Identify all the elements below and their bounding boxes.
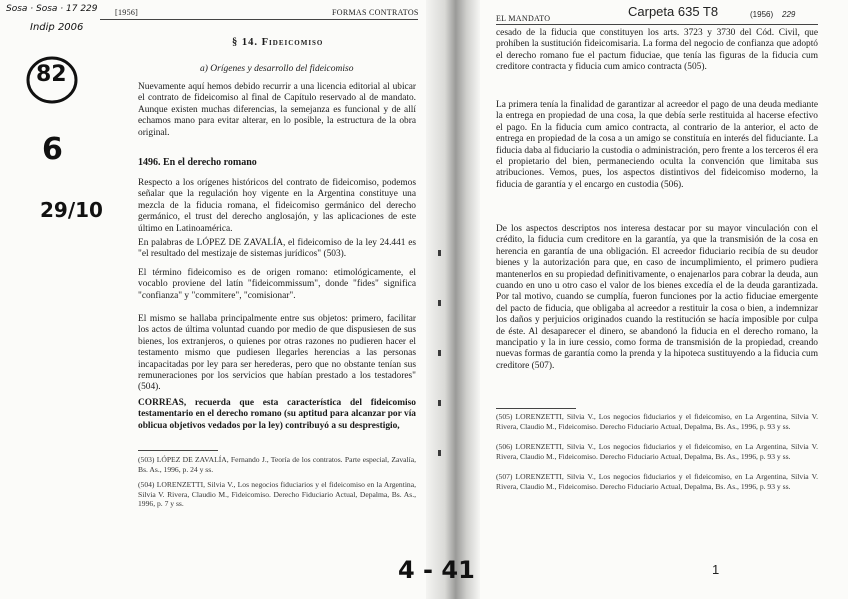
section-heading: 1496. En el derecho romano	[138, 157, 257, 168]
paragraph-origins: Respecto a los orígenes históricos del contrato de fideicomiso, podemos señalar que la regulación hoy vigente en la Argentina constituye una mezcla de la fiducia romana, el fideicomiso germánico del derecho germánico, el trust del derecho anglosajón, y las aplicaciones de este último en Latinoamérica.	[138, 178, 416, 234]
sheet-number: 1	[712, 562, 720, 577]
footnote-506: (506) LORENZETTI, Silvia V., Los negocios fiduciarios y el fideicomiso, en La Argentina, Silvia V. Rivera, Claudio M., Fideicomiso. Derecho Fiduciario Actual, Depalma, Bs. As., 1996, p. 93 y ss.	[496, 442, 818, 461]
handwritten-six: 6	[42, 132, 63, 167]
gutter-mark	[438, 300, 441, 306]
footnote-rule	[138, 450, 218, 451]
handwritten-note-date: Indip 2006	[30, 22, 84, 33]
paragraph-correas: CORREAS, recuerda que esta característica del fideicomiso testamentario en el derecho romano (su aptitud para alcanzar por vía oblicua objetivos vedados por la ley) contribuyó a su desprestigio,	[138, 398, 416, 431]
paragraph-etymology: El término fideicomiso es de origen romano: etimológicamente, el vocablo proviene del latín "fideicommissum", donde "fides" significa "confianza" y "commitere", "comisionar".	[138, 268, 416, 301]
paragraph-continuation: cesado de la fiducia que constituyen los arts. 3723 y 3730 del Cód. Civil, que prohíben la sustitución fideicomisaria. La forma del negocio de confianza que adoptó el derecho romano fue el pactum fiduciae, que tenía las figuras de la fiducia cum creditore contracta y fiducia cum amico contracta (505).	[496, 28, 818, 73]
footnote-rule	[496, 408, 576, 409]
footnote-504: (504) LORENZETTI, Silvia V., Los negocios fiduciarios y el fideicomiso en la Argentina, Silvia V. Rivera, Claudio M., Fideicomiso. Derecho Fiduciario Actual, Depalma, Bs. As., 1996, p. 7 y ss.	[138, 480, 416, 509]
right-page	[478, 0, 840, 599]
book-gutter-shadow	[426, 0, 480, 599]
left-running-head-title: FORMAS CONTRATOS	[332, 8, 419, 17]
header-rule	[100, 19, 418, 20]
handwritten-fraction: 29/10	[40, 198, 103, 222]
handwritten-note-top: Sosa · Sosa · 17 229	[6, 4, 98, 14]
footnote-503: (503) LÓPEZ DE ZAVALÍA, Fernando J., Teoría de los contratos. Parte especial, Zavalía, Bs. As., 1996, p. 24 y ss.	[138, 455, 416, 474]
footnote-505: (505) LORENZETTI, Silvia V., Los negocios fiduciarios y el fideicomiso, en La Argentina, Silvia V. Rivera, Claudio M., Fideicomiso. Derecho Fiduciario Actual, Depalma, Bs. As., 1996, p. 93 y ss.	[496, 412, 818, 431]
handwritten-bottom-number: 4 - 41	[398, 556, 475, 584]
page-code: 229	[782, 10, 796, 19]
section-subtitle: a) Orígenes y desarrollo del fideicomiso	[200, 64, 354, 74]
gutter-mark	[438, 450, 441, 456]
intro-paragraph: Nuevamente aquí hemos debido recurrir a una licencia editorial al ubicar el contrato de fideicomiso al final de Capítulo reservado al de mandato. Aunque existen muchas diferencias, la semejanza es funcional y de allí echamos mano para evitar alterar, en lo posible, la estructura de la obra original.	[138, 82, 416, 138]
circled-number: 82	[36, 62, 67, 87]
chapter-title: § 14. Fideicomiso	[232, 37, 324, 48]
header-rule	[496, 24, 818, 25]
paragraph-lopez: En palabras de LÓPEZ DE ZAVALÍA, el fideicomiso de la ley 24.441 es "el resultado del mestizaje de sistemas jurídicos" (503).	[138, 238, 416, 260]
footnote-507: (507) LORENZETTI, Silvia V., Los negocios fiduciarios y el fideicomiso, en La Argentina, Silvia V. Rivera, Claudio M., Fideicomiso. Derecho Fiduciario Actual, Depalma, Bs. As., 1996, p. 93 y ss.	[496, 472, 818, 491]
folder-stamp: Carpeta 635 T8	[628, 4, 719, 19]
paragraph-first-fiducia: La primera tenía la finalidad de garantizar al acreedor el pago de una deuda mediante la entrega en propiedad de una cosa, la que debía serle restituida al hacerse efectivo el pago. En la fiducia cum amico contracta, al contrario de la anterior, el acto de entrega en propiedad de la cosa a un amigo se constituía en interés del fiduciante. La fiducia daba al fiduciario la custodia o administración, pero frente a los terceros él era el propietario del bien, permaneciendo oculta la convención que limitaba sus atribuciones. Vemos, pues, los aspectos distintivos del fideicomiso moderno, la fiducia de garantía y el encargo en custodia (506).	[496, 100, 818, 190]
gutter-mark	[438, 350, 441, 356]
paragraph-credit: De los aspectos descriptos nos interesa destacar por su mayor vinculación con el crédito, la fiducia cum creditore en la garantía, ya que la transmisión de la cosa en herencia en garantía de una obligación. El acreedor fiduciario recibía de su deudor bienes y la autorización para que, en caso de incumplimiento, el primero pudiera mantenerlos en su propiedad definitivamente, o enajenarlos para cobrar la deuda, aun cuando en uno u otro caso el valor de los bienes excedía el de la deuda garantizada. Por tal motivo, cuando se cumplía, fueron funciones por la actio fiduciae emergente del pacto de fiducia, que obligaba al acreedor a restituir la cosa o bien, a indemnizar los daños y perjuicios originados cuando la restitución se hacía imposible por culpa de éste. Al desaparecer el dinero, se abandonó la fiducia en el derecho romano, la mancipatio y la in iure cessio, como forma de transmisión de la propiedad, creando nuevas formas de garantía como la prenda y la hipoteca sustituyendo a la fiducia cum creditore (507).	[496, 224, 818, 371]
right-running-head: EL MANDATO	[496, 14, 551, 23]
gutter-mark	[438, 250, 441, 256]
left-running-head-year: [1956]	[115, 8, 139, 17]
paragraph-purposes: El mismo se hallaba principalmente entre sus objetos: primero, facilitar los actos de última voluntad cuando por medio de que dispusiesen de sus bienes, los extranjeros, o quienes por otras razones no pudieren hacer el testamento mismo que pudiesen llegarles herencias a las personas incapacitadas por ley para ser herederas, pero que no obstante tenían sus remuneraciones por los servicios que habían prestado a los testadores" (504).	[138, 314, 416, 393]
year-stamp: (1956)	[750, 10, 774, 19]
gutter-mark	[438, 400, 441, 406]
